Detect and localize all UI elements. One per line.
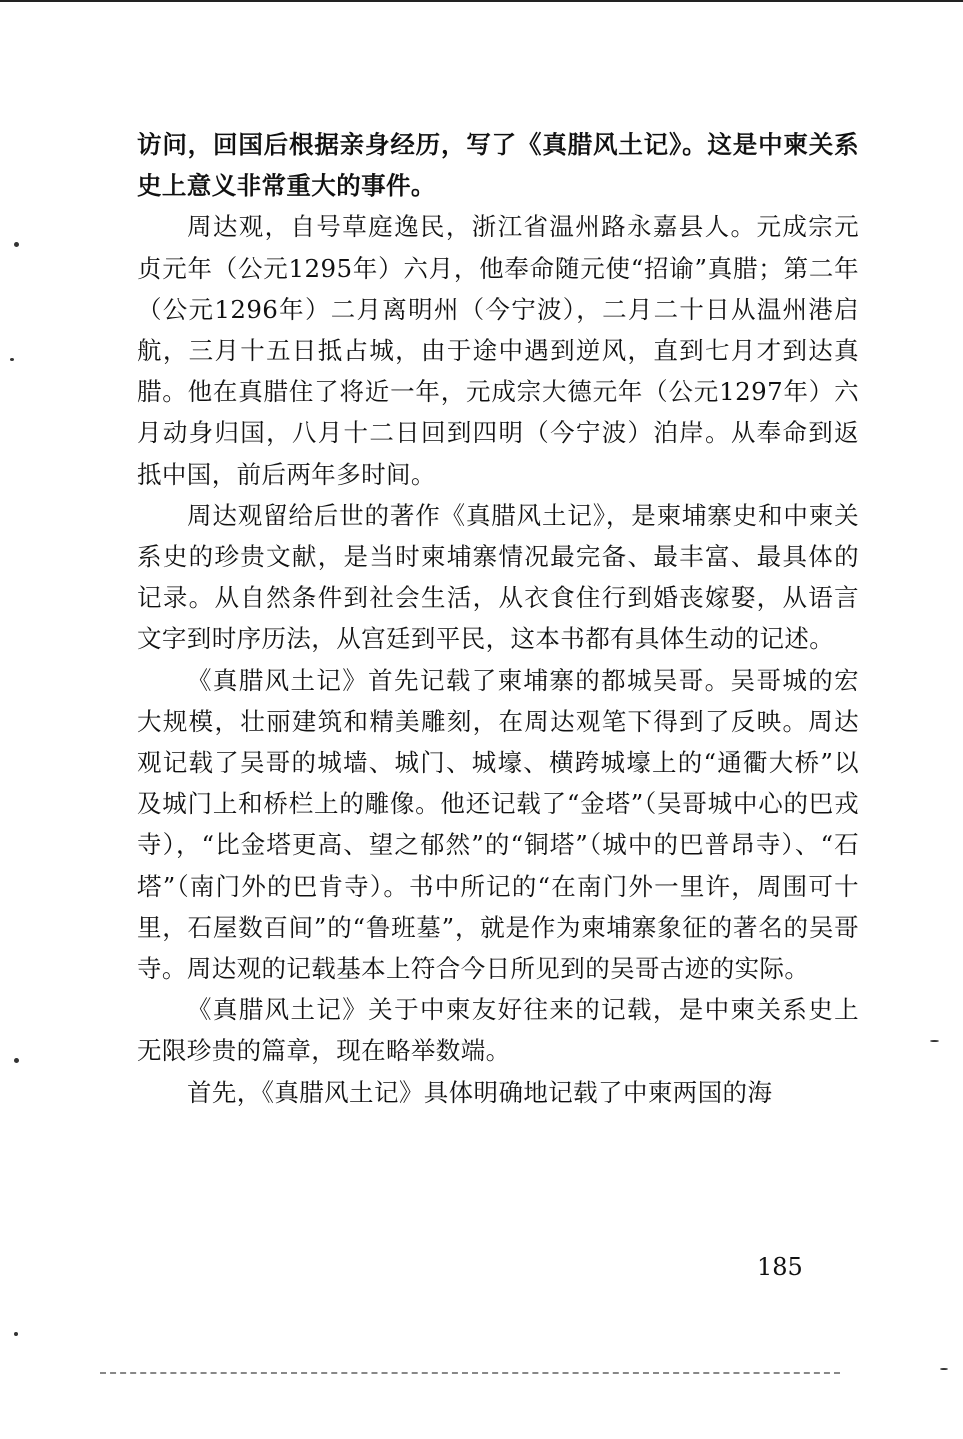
paragraph-zhou-daguan-bio: 周达观，自号草庭逸民，浙江省温州路永嘉县人。元成宗元贞元年（公元1295年）六月，他奉命随元使“招谕”真腊；第二年（公元1296年）二月离明州（今宁波），二月二十日从温州港启航，三月十五日抵占城，由于途中遇到逆风，直到七月才到达真腊。他在真腊住了将近一年，元成宗大德元年（公元1297年）六月动身归国，八月十二日回到四明（今宁波）泊岸。从奉命到返抵中国，前后两年多时间。 [137,212,859,489]
page-top-border [0,0,963,2]
page-number: 185 [757,1253,803,1281]
paragraph-book-significance: 周达观留给后世的著作《真腊风土记》，是柬埔寨史和中柬关系史的珍贵文献，是当时柬埔寨情况最完备、最丰富、最具体的记录。从自然条件到社会生活，从衣食住行到婚丧嫁娶，从语言文字到时序历法，从宫廷到平民，这本书都有具体生动的记述。 [137,500,859,654]
paragraph-continuation: 访问，回国后根据亲身经历，写了《真腊风土记》。这是中柬关系史上意义非常重大的事件。 [137,130,859,201]
scan-speck [14,1332,18,1336]
scan-speck [14,242,19,247]
scan-speck [940,1368,948,1370]
scan-speck [14,1058,19,1063]
paragraph-angkor-description: 《真腊风土记》首先记载了柬埔寨的都城吴哥。吴哥城的宏大规模，壮丽建筑和精美雕刻，在周达观笔下得到了反映。周达观记载了吴哥的城墙、城门、城壕、横跨城壕上的“通衢大桥”以及城门上和桥栏上的雕像。他还记载了“金塔”（吴哥城中心的巴戎寺），“比金塔更高、望之郁然”的“铜塔”（城中的巴普昂寺）、“石塔”（南门外的巴肯寺）。书中所记的“在南门外一里许，周围可十里，石屋数百间”的“鲁班墓”，就是作为柬埔寨象征的著名的吴哥寺。周达观的记载基本上符合今日所见到的吴哥古迹的实际。 [137,665,859,984]
scan-edge-line [100,1372,840,1374]
paragraph-first-point: 首先，《真腊风土记》具体明确地记载了中柬两国的海 [187,1077,773,1107]
scan-speck [10,358,14,361]
page-body [137,124,859,1113]
paragraph-friendly-exchanges: 《真腊风土记》关于中柬友好往来的记载，是中柬关系史上无限珍贵的篇章，现在略举数端。 [137,995,859,1066]
scan-speck [930,1040,939,1042]
